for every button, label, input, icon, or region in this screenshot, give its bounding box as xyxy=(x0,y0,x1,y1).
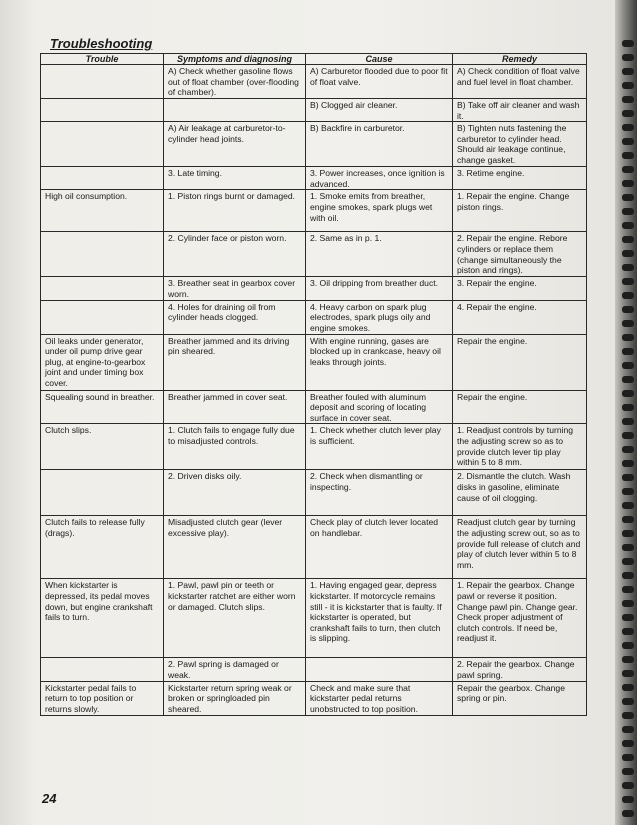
table-row xyxy=(41,65,587,99)
binding-ring xyxy=(622,222,634,229)
cell-trouble xyxy=(41,300,164,334)
spiral-binding xyxy=(615,0,637,825)
binding-ring xyxy=(622,754,634,761)
binding-ring xyxy=(622,54,634,61)
binding-ring xyxy=(622,334,634,341)
cell-remedy: 2. Repair the gearbox. Change pawl spring. xyxy=(453,658,587,681)
binding-ring xyxy=(622,418,634,425)
cell-trouble xyxy=(41,658,164,681)
binding-ring xyxy=(622,642,634,649)
table-row xyxy=(41,167,587,190)
cell-trouble xyxy=(41,167,164,190)
table-row xyxy=(41,99,587,122)
cell-symptom: 4. Holes for draining oil from cylinder heads clogged. xyxy=(164,300,306,334)
cell-remedy: Readjust clutch gear by turning the adjusting screw out, so as to provide full release of clutch and play of clutch lever within 5 to 8 mm. xyxy=(453,516,587,579)
binding-ring xyxy=(622,96,634,103)
binding-ring xyxy=(622,726,634,733)
binding-ring xyxy=(622,782,634,789)
table-row xyxy=(41,190,587,232)
binding-ring xyxy=(622,166,634,173)
binding-ring xyxy=(622,474,634,481)
cell-symptom: 2. Cylinder face or piston worn. xyxy=(164,232,306,277)
table-row xyxy=(41,681,587,715)
cell-trouble xyxy=(41,470,164,516)
cell-cause: 1. Having engaged gear, depress kickstarter. If motorcycle remains still - it is kickstarter that is faulty. If kickstarter is operated, but crankshaft fails to turn, then clutch is slipping. xyxy=(306,579,453,658)
table-row xyxy=(41,658,587,681)
cell-trouble: Clutch slips. xyxy=(41,424,164,470)
binding-ring xyxy=(622,488,634,495)
table-header-row xyxy=(41,54,587,65)
cell-remedy: 2. Repair the engine. Rebore cylinders or replace them (change simultaneously the piston and rings). xyxy=(453,232,587,277)
page-number: 24 xyxy=(42,791,57,806)
cell-symptom: A) Air leakage at carburetor-to-cylinder head joints. xyxy=(164,122,306,167)
binding-ring xyxy=(622,740,634,747)
binding-ring xyxy=(622,306,634,313)
cell-trouble xyxy=(41,65,164,99)
table-row xyxy=(41,300,587,334)
cell-cause: With engine running, gases are blocked up in crankcase, heavy oil leaks through joints. xyxy=(306,334,453,390)
cell-cause xyxy=(306,658,453,681)
cell-remedy: B) Tighten nuts fastening the carburetor to cylinder head. Should air leakage continue, change gasket. xyxy=(453,122,587,167)
cell-trouble: Oil leaks under generator, under oil pump drive gear plug, at engine-to-gearbox joint and under timing box cover. xyxy=(41,334,164,390)
binding-ring xyxy=(622,712,634,719)
binding-ring xyxy=(622,236,634,243)
troubleshooting-table xyxy=(40,53,587,716)
cell-remedy: 1. Readjust controls by turning the adjusting screw so as to provide clutch lever tip play within 5 to 8 mm. xyxy=(453,424,587,470)
binding-ring xyxy=(622,82,634,89)
binding-ring xyxy=(622,558,634,565)
binding-ring xyxy=(622,544,634,551)
binding-ring xyxy=(622,250,634,257)
table-row xyxy=(41,277,587,300)
header-trouble: Trouble xyxy=(41,54,164,65)
binding-ring xyxy=(622,376,634,383)
cell-symptom: 2. Pawl spring is damaged or weak. xyxy=(164,658,306,681)
binding-ring xyxy=(622,124,634,131)
cell-cause: B) Backfire in carburetor. xyxy=(306,122,453,167)
cell-remedy: A) Check condition of float valve and fuel level in float chamber. xyxy=(453,65,587,99)
cell-cause: Breather fouled with aluminum deposit and scoring of locating surface in cover seat. xyxy=(306,390,453,424)
binding-ring xyxy=(622,460,634,467)
cell-remedy: B) Take off air cleaner and wash it. xyxy=(453,99,587,122)
cell-cause: Check play of clutch lever located on handlebar. xyxy=(306,516,453,579)
cell-symptom: A) Check whether gasoline flows out of float chamber (over-flooding of chamber). xyxy=(164,65,306,99)
cell-cause: 2. Check when dismantling or inspecting. xyxy=(306,470,453,516)
binding-ring xyxy=(622,40,634,47)
cell-cause: Check and make sure that kickstarter pedal returns unobstructed to top position. xyxy=(306,681,453,715)
cell-trouble: High oil consumption. xyxy=(41,190,164,232)
cell-cause: B) Clogged air cleaner. xyxy=(306,99,453,122)
binding-ring xyxy=(622,796,634,803)
binding-ring xyxy=(622,138,634,145)
binding-ring xyxy=(622,110,634,117)
cell-trouble xyxy=(41,232,164,277)
cell-remedy: 1. Repair the engine. Change piston rings. xyxy=(453,190,587,232)
cell-remedy: Repair the engine. xyxy=(453,334,587,390)
cell-trouble: Clutch fails to release fully (drags). xyxy=(41,516,164,579)
table-row xyxy=(41,334,587,390)
cell-remedy: 2. Dismantle the clutch. Wash disks in gasoline, eliminate cause of oil clogging. xyxy=(453,470,587,516)
binding-ring xyxy=(622,586,634,593)
binding-ring xyxy=(622,264,634,271)
binding-ring xyxy=(622,502,634,509)
binding-ring xyxy=(622,348,634,355)
cell-symptom: 1. Clutch fails to engage fully due to misadjusted controls. xyxy=(164,424,306,470)
cell-symptom: Kickstarter return spring weak or broken or springloaded pin sheared. xyxy=(164,681,306,715)
table-row xyxy=(41,470,587,516)
header-remedy: Remedy xyxy=(453,54,587,65)
cell-cause: 3. Oil dripping from breather duct. xyxy=(306,277,453,300)
binding-ring xyxy=(622,404,634,411)
cell-trouble: Kickstarter pedal fails to return to top position or returns slowly. xyxy=(41,681,164,715)
cell-cause: 3. Power increases, once ignition is advanced. xyxy=(306,167,453,190)
cell-symptom: 3. Late timing. xyxy=(164,167,306,190)
binding-ring xyxy=(622,628,634,635)
cell-symptom: 3. Breather seat in gearbox cover worn. xyxy=(164,277,306,300)
binding-ring xyxy=(622,656,634,663)
binding-ring xyxy=(622,68,634,75)
cell-symptom: Misadjusted clutch gear (lever excessive play). xyxy=(164,516,306,579)
cell-cause: 4. Heavy carbon on spark plug electrodes, spark plugs oily and engine smokes. xyxy=(306,300,453,334)
binding-ring xyxy=(622,698,634,705)
binding-ring xyxy=(622,670,634,677)
cell-symptom xyxy=(164,99,306,122)
binding-ring xyxy=(622,208,634,215)
binding-ring xyxy=(622,768,634,775)
cell-symptom: Breather jammed and its driving pin sheared. xyxy=(164,334,306,390)
cell-symptom: Breather jammed in cover seat. xyxy=(164,390,306,424)
binding-ring xyxy=(622,446,634,453)
cell-remedy: 3. Repair the engine. xyxy=(453,277,587,300)
binding-ring xyxy=(622,516,634,523)
cell-remedy: 3. Retime engine. xyxy=(453,167,587,190)
table-row xyxy=(41,122,587,167)
cell-trouble xyxy=(41,277,164,300)
cell-trouble xyxy=(41,99,164,122)
header-symptoms: Symptoms and diagnosing xyxy=(164,54,306,65)
cell-remedy: 4. Repair the engine. xyxy=(453,300,587,334)
binding-ring xyxy=(622,152,634,159)
table-row xyxy=(41,516,587,579)
table-row xyxy=(41,579,587,658)
section-title: Troubleshooting xyxy=(50,36,153,51)
table-row xyxy=(41,232,587,277)
cell-cause: 1. Smoke emits from breather, engine smokes, spark plugs wet with oil. xyxy=(306,190,453,232)
binding-ring xyxy=(622,292,634,299)
binding-ring xyxy=(622,614,634,621)
cell-symptom: 2. Driven disks oily. xyxy=(164,470,306,516)
cell-symptom: 1. Piston rings burnt or damaged. xyxy=(164,190,306,232)
binding-ring xyxy=(622,362,634,369)
cell-symptom: 1. Pawl, pawl pin or teeth or kickstarter ratchet are either worn or damaged. Clutch slips. xyxy=(164,579,306,658)
cell-remedy: 1. Repair the gearbox. Change pawl or reverse it position. Change pawl pin. Change gear. Check proper adjustment of clutch controls. If need be, readjust it. xyxy=(453,579,587,658)
binding-ring xyxy=(622,572,634,579)
table-row xyxy=(41,424,587,470)
cell-remedy: Repair the engine. xyxy=(453,390,587,424)
cell-cause: 2. Same as in p. 1. xyxy=(306,232,453,277)
binding-ring xyxy=(622,530,634,537)
cell-remedy: Repair the gearbox. Change spring or pin. xyxy=(453,681,587,715)
binding-ring xyxy=(622,390,634,397)
cell-cause: 1. Check whether clutch lever play is sufficient. xyxy=(306,424,453,470)
cell-cause: A) Carburetor flooded due to poor fit of float valve. xyxy=(306,65,453,99)
binding-ring xyxy=(622,194,634,201)
cell-trouble: Squealing sound in breather. xyxy=(41,390,164,424)
table-row xyxy=(41,390,587,424)
header-cause: Cause xyxy=(306,54,453,65)
binding-ring xyxy=(622,684,634,691)
binding-ring xyxy=(622,600,634,607)
binding-ring xyxy=(622,810,634,817)
binding-ring xyxy=(622,432,634,439)
binding-ring xyxy=(622,278,634,285)
cell-trouble: When kickstarter is depressed, its pedal moves down, but engine crankshaft fails to turn. xyxy=(41,579,164,658)
binding-ring xyxy=(622,320,634,327)
cell-trouble xyxy=(41,122,164,167)
binding-ring xyxy=(622,180,634,187)
